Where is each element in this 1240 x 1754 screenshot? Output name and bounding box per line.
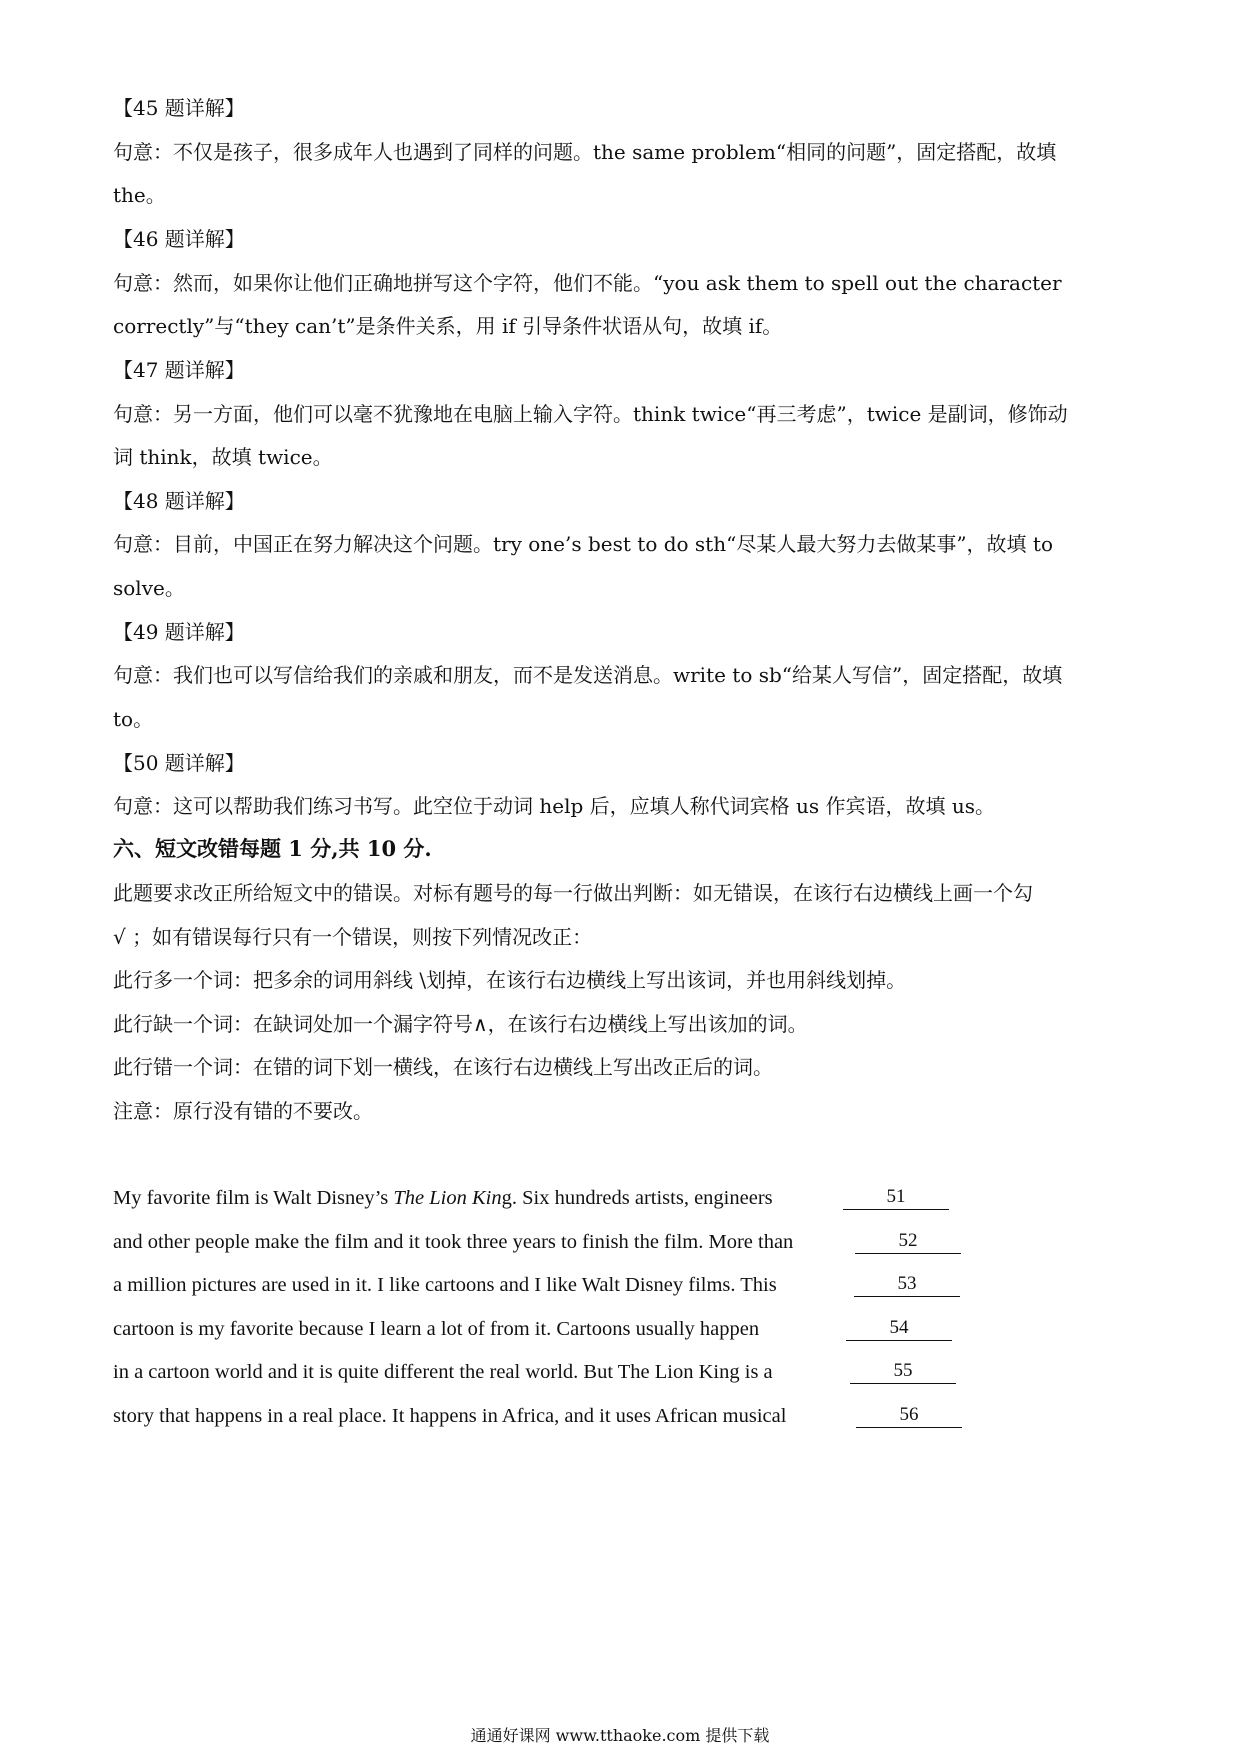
- passage-text: [113, 1185, 773, 1211]
- explanation-heading-45: 【45 题详解】: [113, 96, 245, 120]
- passage-text: and other people make the film and it took three years to finish the film. More than: [113, 1231, 794, 1253]
- passage-line-54: [113, 1316, 1133, 1342]
- passage-line-56: [113, 1403, 1133, 1429]
- explanation-heading-47: 【47 题详解】: [113, 358, 245, 382]
- passage-text-before: My favorite film is Walt Disney’s: [113, 1187, 394, 1209]
- answer-blank-51[interactable]: 51: [843, 1185, 949, 1210]
- passage-line-51: [113, 1185, 1133, 1211]
- explanation-text-47-1: 句意：另一方面，他们可以毫不犹豫地在电脑上输入字符。think twice“再三考虑”，twice 是副词，修饰动: [113, 402, 1068, 426]
- instruction-line-1: 此题要求改正所给短文中的错误。对标有题号的每一行做出判断：如无错误，在该行右边横线上画一个勾: [113, 881, 1033, 905]
- explanation-text-46-2: correctly”与“they can’t”是条件关系，用 if 引导条件状语从句，故填 if。: [113, 314, 783, 338]
- explanation-text-49-2: to。: [113, 707, 154, 731]
- explanation-text-47-2: 词 think，故填 twice。: [113, 445, 333, 469]
- explanation-text-49-1: 句意：我们也可以写信给我们的亲戚和朋友，而不是发送消息。write to sb“给某人写信”，固定搭配，故填: [113, 663, 1063, 687]
- answer-blank-53[interactable]: 53: [854, 1272, 960, 1297]
- passage-text: story that happens in a real place. It happens in Africa, and it uses African musical: [113, 1405, 787, 1427]
- page-footer: 通通好课网 www.tthaoke.com 提供下载: [470, 1726, 770, 1745]
- explanation-heading-46: 【46 题详解】: [113, 227, 245, 251]
- passage-line-53: [113, 1272, 1133, 1298]
- passage-text: in a cartoon world and it is quite different the real world. But The Lion King is a: [113, 1361, 773, 1383]
- passage-text: cartoon is my favorite because I learn a lot of from it. Cartoons usually happen: [113, 1318, 760, 1340]
- answer-blank-55[interactable]: 55: [850, 1359, 956, 1384]
- instruction-line-3: 此行多一个词：把多余的词用斜线 \划掉，在该行右边横线上写出该词，并也用斜线划掉。: [113, 968, 907, 992]
- answer-blank-52[interactable]: 52: [855, 1229, 961, 1254]
- passage-text: a million pictures are used in it. I like cartoons and I like Walt Disney films. This: [113, 1274, 777, 1296]
- explanation-heading-48: 【48 题详解】: [113, 489, 245, 513]
- answer-blank-56[interactable]: 56: [856, 1403, 962, 1428]
- instruction-line-4: 此行缺一个词：在缺词处加一个漏字符号∧，在该行右边横线上写出该加的词。: [113, 1012, 808, 1036]
- instruction-line-5: 此行错一个词：在错的词下划一横线，在该行右边横线上写出改正后的词。: [113, 1055, 773, 1079]
- instruction-line-2: √ ；如有错误每行只有一个错误，则按下列情况改正：: [113, 925, 593, 949]
- section-title: 六、短文改错每题 1 分,共 10 分.: [113, 836, 432, 861]
- explanation-text-50-1: 句意：这可以帮助我们练习书写。此空位于动词 help 后，应填人称代词宾格 us 作宾语，故填 us。: [113, 794, 995, 818]
- instruction-line-6: 注意：原行没有错的不要改。: [113, 1099, 373, 1123]
- explanation-text-45-2: the。: [113, 183, 166, 207]
- explanation-heading-50: 【50 题详解】: [113, 751, 245, 775]
- film-title-italic: The Lion Kin: [393, 1187, 502, 1209]
- passage-line-55: [113, 1359, 1133, 1385]
- explanation-text-48-2: solve。: [113, 576, 185, 600]
- explanation-text-45-1: 句意：不仅是孩子，很多成年人也遇到了同样的问题。the same problem“相同的问题”，固定搭配，故填: [113, 140, 1057, 164]
- explanation-heading-49: 【49 题详解】: [113, 620, 245, 644]
- answer-blank-54[interactable]: 54: [846, 1316, 952, 1341]
- explanation-text-46-1: 句意：然而，如果你让他们正确地拼写这个字符，他们不能。“you ask them to spell out the character: [113, 271, 1062, 295]
- explanation-text-48-1: 句意：目前，中国正在努力解决这个问题。try one’s best to do sth“尽某人最大努力去做某事”，故填 to: [113, 532, 1053, 556]
- passage-text-after: g. Six hundreds artists, engineers: [501, 1187, 773, 1209]
- passage-line-52: [113, 1229, 1133, 1255]
